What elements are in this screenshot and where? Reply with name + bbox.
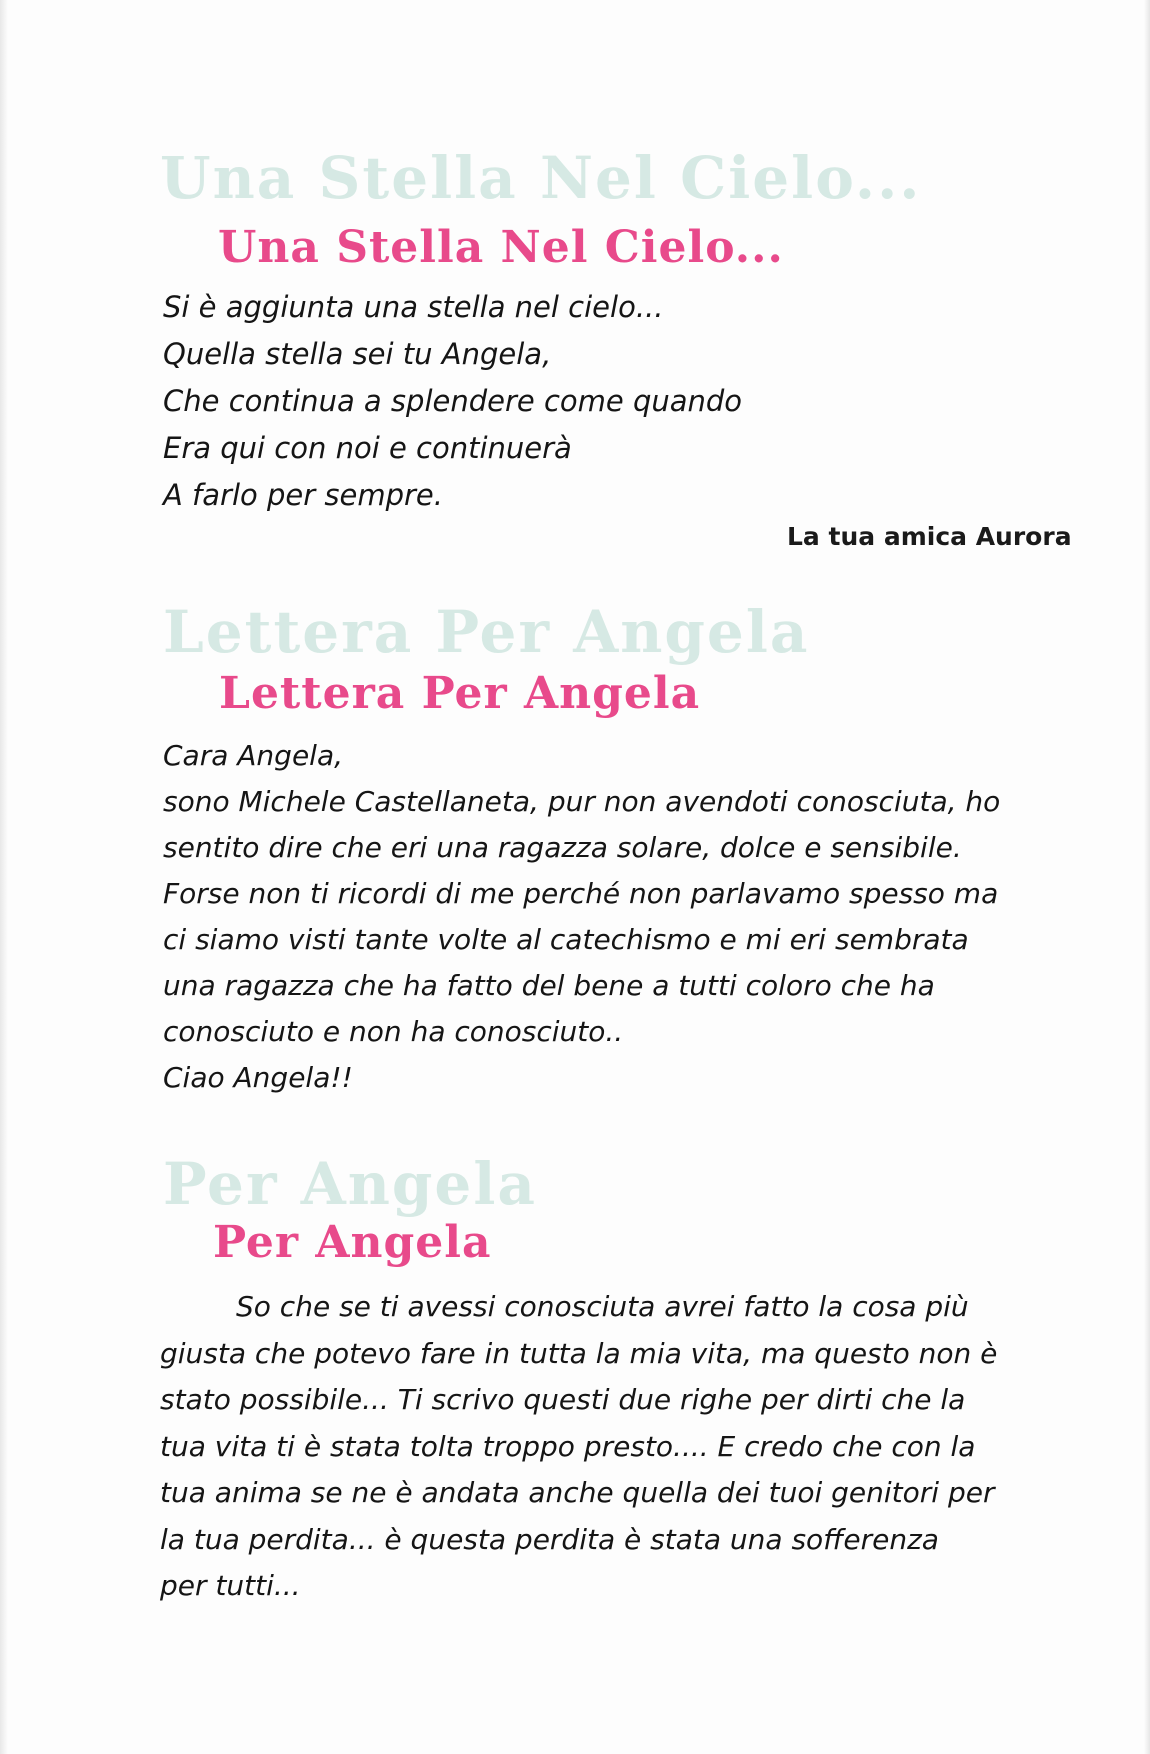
text-line: tua vita ti è stata tolta troppo presto.... E credo che con la: [160, 1429, 976, 1463]
letter-line: sono Michele Castellaneta, pur non avendoti conosciuta, ho: [163, 785, 1001, 818]
section3-title-shadow: Per Angela: [163, 1150, 537, 1218]
section1-title: Una Stella Nel Cielo...: [218, 222, 784, 273]
section2-letter: [163, 733, 1000, 1101]
scan-edge-right: [1144, 0, 1150, 1754]
letter-line: ci siamo visti tante volte al catechismo e mi eri sembrata: [163, 923, 969, 956]
letter-line: Ciao Angela!!: [163, 1061, 353, 1094]
poem-line: A farlo per sempre.: [163, 478, 443, 512]
text-line: giusta che potevo fare in tutta la mia vita, ma questo non è: [160, 1336, 998, 1370]
letter-line: Forse non ti ricordi di me perché non parlavamo spesso ma: [163, 877, 999, 910]
scan-edge-left: [0, 0, 8, 1754]
section3-text: [160, 1284, 997, 1610]
section1-poem: [163, 284, 742, 519]
letter-line: sentito dire che eri una ragazza solare, dolce e sensibile.: [163, 831, 962, 864]
letter-line: una ragazza che ha fatto del bene a tutti coloro che ha: [163, 969, 935, 1002]
text-line: per tutti...: [160, 1569, 301, 1602]
text-line: stato possibile... Ti scrivo questi due righe per dirti che la: [160, 1383, 966, 1416]
section3-title: Per Angela: [213, 1217, 492, 1268]
text-line: So che se ti avessi conosciuta avrei fatto la cosa più: [236, 1290, 969, 1323]
letter-line: Cara Angela,: [163, 739, 344, 772]
letter-line: conosciuto e non ha conosciuto..: [163, 1015, 624, 1048]
poem-line: Si è aggiunta una stella nel cielo...: [163, 290, 664, 324]
text-line: la tua perdita... è questa perdita è stata una sofferenza: [160, 1522, 939, 1556]
section2-title-shadow: Lettera Per Angela: [163, 598, 810, 666]
poem-line: Era qui con noi e continuerà: [163, 431, 572, 465]
poem-line: Che continua a splendere come quando: [163, 384, 743, 418]
section1-signature: La tua amica Aurora: [787, 522, 1072, 551]
text-line: tua anima se ne è andata anche quella dei tuoi genitori per: [160, 1476, 995, 1509]
poem-line: Quella stella sei tu Angela,: [163, 337, 552, 371]
section1-title-shadow: Una Stella Nel Cielo...: [160, 144, 922, 212]
section2-title: Lettera Per Angela: [219, 668, 701, 719]
